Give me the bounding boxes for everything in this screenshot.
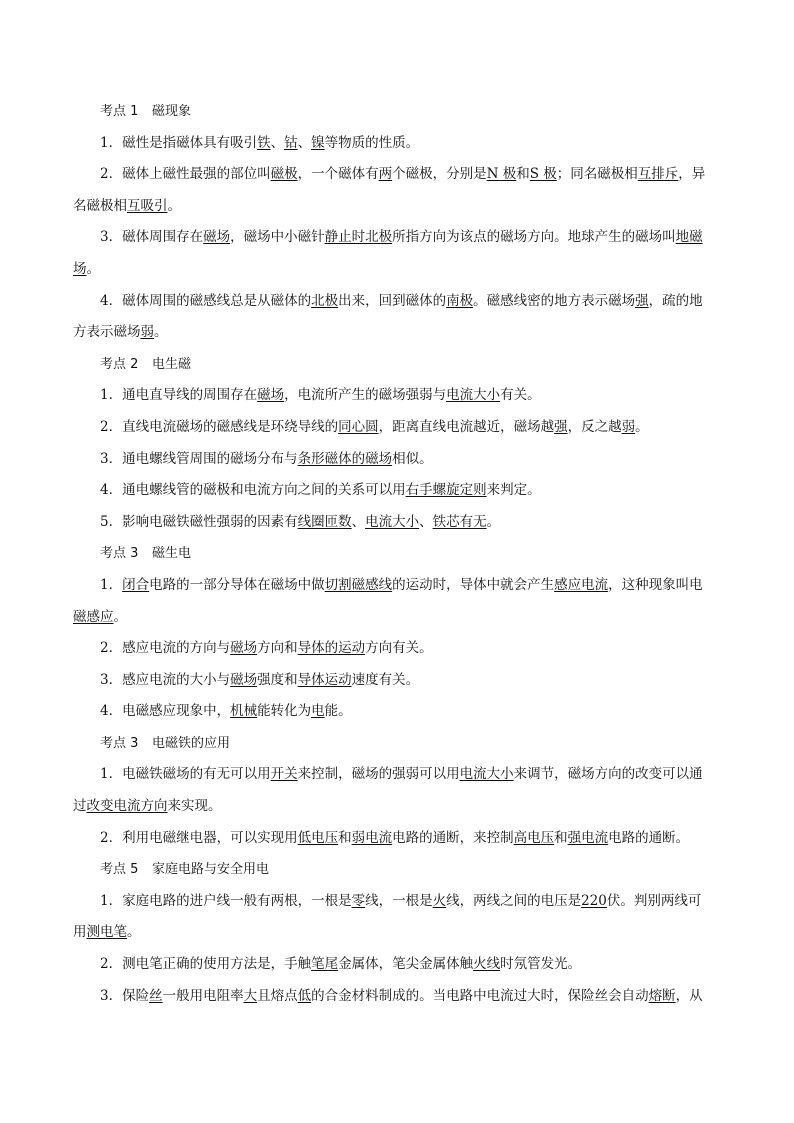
- answer-underlined: 磁场: [230, 671, 258, 688]
- text-segment: 、: [270, 134, 285, 151]
- text-segment: 1．通电直导线的周围存在: [100, 387, 258, 404]
- text-segment: 电磁铁的应用: [152, 735, 231, 751]
- answer-underlined: 弱: [140, 324, 154, 341]
- text-segment: 所指方向为该点的磁场方向。地球产生的磁场叫: [392, 229, 676, 246]
- text-segment: ，异: [678, 166, 706, 183]
- text-segment: 。: [86, 260, 100, 277]
- text-segment: 来控制，磁场的强弱可以用: [297, 766, 460, 783]
- text-segment: ，电流所产生的磁场强弱与: [284, 387, 447, 404]
- answer-underlined: 磁场: [230, 640, 258, 657]
- answer-underlined: 导体运动: [297, 671, 352, 688]
- section-heading: [73, 854, 723, 886]
- paragraph-line: [73, 412, 723, 444]
- paragraph-line: [73, 444, 723, 476]
- text-segment: 2．直线电流磁场的磁感线是环绕导线的: [100, 418, 339, 435]
- text-segment: 2．测电笔正确的使用方法是，手触: [100, 956, 312, 973]
- text-segment: 。: [113, 608, 127, 625]
- section-heading: [73, 538, 723, 570]
- text-segment: 3．感应电流的大小与: [100, 671, 231, 688]
- answer-underlined: 熔断: [648, 987, 676, 1004]
- answer-underlined: 地磁: [675, 229, 703, 246]
- text-segment: ，磁场中小磁针: [230, 229, 325, 246]
- paragraph-line: [73, 633, 723, 665]
- answer-underlined: 改变电流方向: [86, 798, 168, 815]
- answer-underlined: 铁芯有无: [432, 513, 487, 530]
- answer-underlined: 钴: [284, 134, 298, 151]
- text-segment: 。: [154, 324, 168, 341]
- answer-underlined: 低电压: [297, 829, 339, 846]
- answer-underlined: 南极: [446, 292, 474, 309]
- text-segment: ，一个磁体有: [297, 166, 379, 183]
- answer-underlined: 开关: [270, 766, 298, 783]
- section-heading: [73, 728, 723, 760]
- paragraph-line: [73, 128, 723, 160]
- text-segment: 。: [635, 418, 649, 435]
- answer-underlined: 感应电流: [554, 576, 609, 593]
- text-segment: ，疏的地: [648, 292, 703, 309]
- text-segment: 电生磁: [152, 356, 192, 372]
- answer-underlined: 强: [554, 418, 568, 435]
- answer-underlined: 电: [311, 703, 325, 720]
- answer-underlined: 笔尾: [311, 956, 339, 973]
- text-segment: 速度有关。: [351, 671, 420, 688]
- text-segment: 。: [127, 924, 141, 941]
- text-segment: 来调节，磁场方向的改变可以通: [513, 766, 703, 783]
- paragraph-continuation: [73, 791, 723, 823]
- text-segment: ，距离直线电流越近，磁场越: [378, 418, 555, 435]
- text-segment: 个磁极，分别是: [392, 166, 487, 183]
- text-segment: 和: [516, 166, 530, 183]
- answer-underlined: 弱: [621, 418, 636, 435]
- answer-underlined: 静止时北极: [324, 229, 393, 246]
- answer-underlined: 北极: [311, 292, 339, 309]
- text-segment: 用: [73, 924, 87, 941]
- answer-underlined: 镍: [311, 134, 325, 151]
- answer-underlined: 弱电流: [351, 829, 393, 846]
- text-segment: 电路的通断，来控制: [392, 829, 514, 846]
- answer-underlined: 强: [635, 292, 649, 309]
- text-segment: ，反之越: [567, 418, 622, 435]
- paragraph-line: [73, 949, 723, 981]
- text-segment: ，这种现象叫电: [608, 576, 703, 593]
- answer-underlined: 电流大小: [446, 387, 501, 404]
- paragraph-line: [73, 475, 723, 507]
- text-segment: 和: [338, 829, 352, 846]
- answer-underlined: 220: [581, 892, 607, 909]
- text-segment: 电路的通断。: [608, 829, 690, 846]
- heading-number: 考点 2: [100, 356, 139, 372]
- answer-underlined: 场: [73, 260, 87, 277]
- text-segment: 强度和: [257, 671, 298, 688]
- answer-underlined: 磁场: [203, 229, 231, 246]
- answer-underlined: 互吸引: [127, 197, 168, 214]
- answer-underlined: 铁: [257, 134, 271, 151]
- text-segment: 、: [419, 513, 433, 530]
- text-segment: 3．磁体周围存在: [100, 229, 204, 246]
- answer-underlined: 强电流: [567, 829, 609, 846]
- text-segment: 4．电磁感应现象中，: [100, 703, 231, 720]
- text-segment: 2．利用电磁继电器，可以实现用: [100, 829, 298, 846]
- answer-underlined: 同心圆: [338, 418, 379, 435]
- text-segment: 线，一根是: [365, 892, 433, 909]
- text-segment: 1．电磁铁磁场的有无可以用: [100, 766, 271, 783]
- text-segment: 过: [73, 798, 87, 815]
- answer-underlined: 两: [378, 166, 393, 183]
- paragraph-continuation: [73, 191, 723, 223]
- text-segment: 的合金材料制成的。当电路中电流过大时，保险丝会自动: [311, 987, 649, 1004]
- text-segment: 等物质的性质。: [324, 134, 420, 151]
- answer-underlined: 磁极: [270, 166, 298, 183]
- text-segment: 方向和: [257, 640, 298, 657]
- text-segment: 、: [351, 513, 366, 530]
- answer-underlined: 互排斥: [637, 166, 679, 183]
- answer-underlined: 低: [297, 987, 312, 1004]
- text-segment: 伏。判别两线可: [606, 892, 702, 909]
- answer-underlined: 大: [243, 987, 258, 1004]
- text-segment: 且熔点: [257, 987, 298, 1004]
- text-segment: 时氖管发光。: [500, 956, 582, 973]
- text-segment: 一般用电阻率: [162, 987, 244, 1004]
- paragraph-line: [73, 886, 723, 918]
- answer-underlined: 高电压: [513, 829, 555, 846]
- paragraph-line: [73, 507, 723, 539]
- text-segment: 方向有关。: [365, 640, 433, 657]
- answer-underlined: 火线: [473, 956, 501, 973]
- paragraph-line: [73, 570, 723, 602]
- answer-underlined: 机械: [230, 703, 258, 720]
- text-segment: ，从: [675, 987, 703, 1004]
- text-segment: 4．磁体周围的磁感线总是从磁体的: [100, 292, 312, 309]
- paragraph-continuation: [73, 254, 723, 286]
- text-segment: 3．保险: [100, 987, 150, 1004]
- text-segment: 名磁极相: [73, 197, 127, 214]
- text-segment: 5．影响电磁铁磁性强弱的因素有: [100, 513, 298, 530]
- paragraph-line: [73, 759, 723, 791]
- text-segment: 家庭电路与安全用电: [152, 862, 270, 878]
- answer-underlined: 测电笔: [86, 924, 127, 941]
- answer-underlined: 火: [432, 892, 447, 909]
- paragraph-line: [73, 665, 723, 697]
- text-segment: 电路的一部分导体在磁场中做: [149, 576, 325, 593]
- paragraph-line: [73, 222, 723, 254]
- paragraph-continuation: [73, 602, 723, 634]
- answer-underlined: 电流大小: [365, 513, 420, 530]
- text-segment: 来实现。: [167, 798, 222, 815]
- text-segment: 能转化为: [257, 703, 312, 720]
- text-segment: 方表示磁场: [73, 324, 141, 341]
- answer-underlined: 闭合: [122, 576, 150, 593]
- answer-underlined: 电流大小: [459, 766, 514, 783]
- section-heading: [73, 349, 723, 381]
- text-segment: 能。: [324, 703, 352, 720]
- text-segment: 3．通电螺线管周围的磁场分布与: [100, 450, 298, 467]
- heading-number: 考点 5: [100, 862, 139, 878]
- text-segment: 金属体，笔尖金属体触: [338, 956, 474, 973]
- answer-underlined: 条形磁体的磁场: [297, 450, 393, 467]
- text-segment: 线，两线之间的电压是: [446, 892, 582, 909]
- answer-underlined: 右手螺旋定则: [405, 482, 487, 499]
- answer-underlined: N 极: [486, 166, 517, 183]
- text-segment: 1．: [100, 576, 123, 593]
- answer-underlined: 线圈匝数: [297, 513, 352, 530]
- paragraph-line: [73, 696, 723, 728]
- text-segment: 磁现象: [152, 104, 192, 119]
- heading-number: 考点 1: [100, 104, 139, 119]
- text-segment: 有关。: [500, 387, 541, 404]
- text-segment: 2．磁体上磁性最强的部位叫: [100, 166, 271, 183]
- paragraph-continuation: [73, 917, 723, 949]
- answer-underlined: 丝: [149, 987, 163, 1004]
- text-segment: 的运动时，导体中就会产生: [392, 576, 555, 593]
- text-segment: 磁生电: [152, 546, 192, 562]
- paragraph-line: [73, 286, 723, 318]
- paragraph-continuation: [73, 317, 723, 349]
- text-segment: 1．磁性是指磁体具有吸引: [100, 134, 258, 151]
- answer-underlined: 磁感应: [73, 608, 114, 625]
- answer-underlined: S 极: [529, 166, 557, 183]
- text-segment: 2．感应电流的方向与: [100, 640, 231, 657]
- text-segment: 出来，回到磁体的: [338, 292, 447, 309]
- text-segment: 来判定。: [486, 482, 541, 499]
- text-segment: 。: [486, 513, 501, 530]
- answer-underlined: 磁场: [257, 387, 285, 404]
- paragraph-line: [73, 823, 723, 855]
- text-segment: 、: [297, 134, 312, 151]
- heading-number: 考点 3: [100, 735, 139, 751]
- text-segment: 1．家庭电路的进户线一般有两根，一根是: [100, 892, 352, 909]
- answer-underlined: 切割磁感线: [324, 576, 393, 593]
- paragraph-line: [73, 981, 723, 1013]
- answer-underlined: 导体的运动: [297, 640, 366, 657]
- text-segment: 相似。: [392, 450, 433, 467]
- text-segment: 。磁感线密的地方表示磁场: [473, 292, 636, 309]
- paragraph-line: [73, 380, 723, 412]
- answer-underlined: 零: [351, 892, 366, 909]
- document-body: [73, 96, 723, 1012]
- text-segment: ；同名磁极相: [556, 166, 638, 183]
- heading-number: 考点 3: [100, 546, 139, 562]
- text-segment: 。: [167, 197, 181, 214]
- paragraph-line: [73, 159, 723, 191]
- text-segment: 4．通电螺线管的磁极和电流方向之间的关系可以用: [100, 482, 406, 499]
- text-segment: 和: [554, 829, 568, 846]
- section-heading: [73, 96, 723, 128]
